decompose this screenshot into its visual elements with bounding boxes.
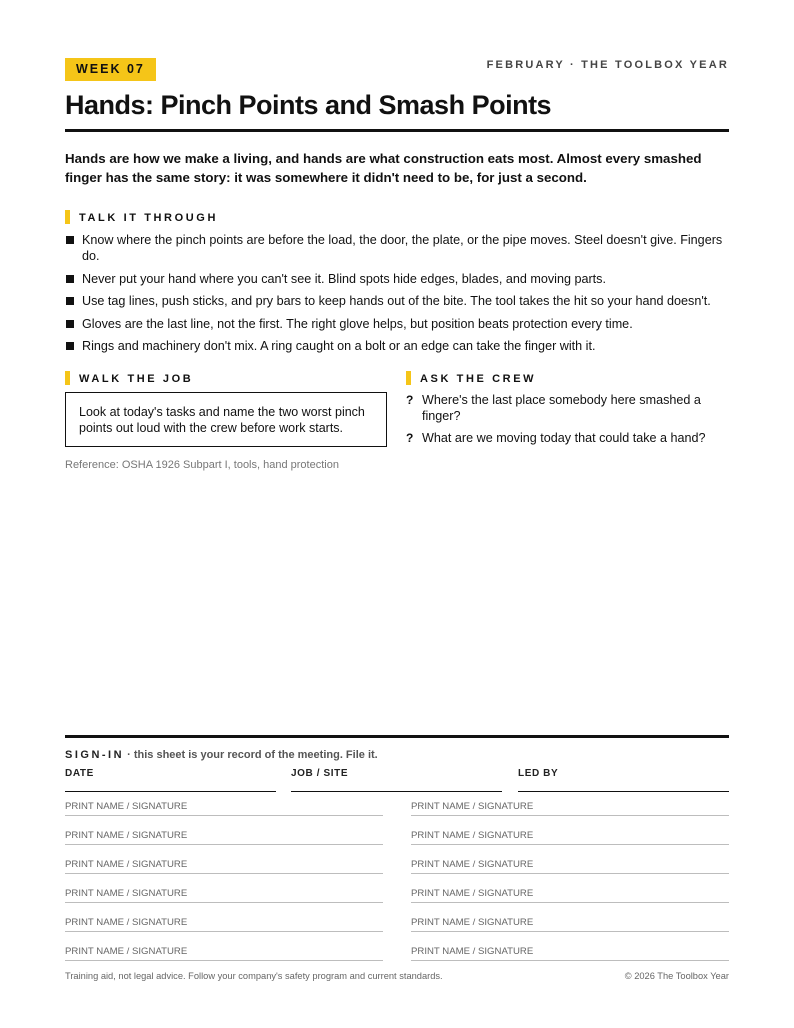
question-mark-icon: ?: [406, 431, 414, 445]
signature-line[interactable]: PRINT NAME / SIGNATURE: [65, 888, 383, 903]
date-field[interactable]: DATE: [65, 768, 276, 792]
question-mark-icon: ?: [406, 393, 414, 407]
accent-bar: [406, 371, 411, 385]
signature-line[interactable]: PRINT NAME / SIGNATURE: [411, 946, 729, 961]
signature-line[interactable]: PRINT NAME / SIGNATURE: [65, 917, 383, 932]
led-by-field[interactable]: LED BY: [518, 768, 729, 792]
square-bullet-icon: [66, 342, 74, 350]
series-label: FEBRUARY · THE TOOLBOX YEAR: [486, 59, 729, 71]
toolbox-talk-sheet: [65, 0, 729, 1028]
accent-bar: [65, 371, 70, 385]
signature-line[interactable]: PRINT NAME / SIGNATURE: [411, 830, 729, 845]
list-item: ? Where's the last place somebody here smashed a finger?: [406, 393, 701, 423]
footer-copyright: © 2026 The Toolbox Year: [624, 971, 729, 981]
signature-line[interactable]: PRINT NAME / SIGNATURE: [65, 801, 383, 816]
list-item: Rings and machinery don't mix. A ring caught on a bolt or an edge can take the finger with it.: [65, 338, 729, 354]
page-title: Hands: Pinch Points and Smash Points: [65, 90, 552, 120]
intro-paragraph: Hands are how we make a living, and hands are what construction eats most. Almost every smashed finger has the same story: it was somewhere it didn't need to be, for just a second.: [65, 151, 702, 185]
signature-line[interactable]: PRINT NAME / SIGNATURE: [411, 888, 729, 903]
square-bullet-icon: [66, 236, 74, 244]
square-bullet-icon: [66, 320, 74, 328]
list-item: Gloves are the last line, not the first. The right glove helps, but position beats protection every time.: [65, 316, 729, 332]
section-heading-walk: WALK THE JOB: [65, 372, 193, 386]
walk-task-box: Look at today's tasks and name the two worst pinch points out loud with the crew before work starts.: [65, 392, 387, 447]
list-item: Use tag lines, push sticks, and pry bars to keep hands out of the bite. The tool takes the hit so your hand doesn't.: [65, 293, 729, 309]
list-item: Never put your hand where you can't see it. Blind spots hide edges, blades, and moving parts.: [65, 271, 729, 287]
footer-disclaimer: Training aid, not legal advice. Follow your company's safety program and current standards.: [65, 971, 443, 981]
square-bullet-icon: [66, 275, 74, 283]
talk-points-list: [65, 232, 729, 361]
list-item: ? What are we moving today that could take a hand?: [406, 431, 706, 445]
section-heading-talk: TALK IT THROUGH: [65, 211, 218, 225]
signin-heading: SIGN-IN · this sheet is your record of the meeting. File it.: [65, 749, 378, 761]
signature-line[interactable]: PRINT NAME / SIGNATURE: [411, 801, 729, 816]
section-heading-ask: ASK THE CREW: [406, 372, 536, 386]
signin-divider: [65, 735, 729, 738]
crew-questions-list: [406, 392, 729, 452]
title-divider: [65, 129, 729, 132]
list-item: Know where the pinch points are before the load, the door, the plate, or the pipe moves. Steel doesn't give. Fingers do.: [65, 232, 729, 264]
signature-line[interactable]: PRINT NAME / SIGNATURE: [65, 859, 383, 874]
square-bullet-icon: [66, 297, 74, 305]
reference-note: Reference: OSHA 1926 Subpart I, tools, hand protection: [65, 459, 339, 471]
signature-line[interactable]: PRINT NAME / SIGNATURE: [411, 917, 729, 932]
signature-line[interactable]: PRINT NAME / SIGNATURE: [65, 830, 383, 845]
signature-line[interactable]: PRINT NAME / SIGNATURE: [65, 946, 383, 961]
job-site-field[interactable]: JOB / SITE: [291, 768, 502, 792]
accent-bar: [65, 210, 70, 224]
week-badge: WEEK 07: [65, 58, 156, 81]
signature-line[interactable]: PRINT NAME / SIGNATURE: [411, 859, 729, 874]
